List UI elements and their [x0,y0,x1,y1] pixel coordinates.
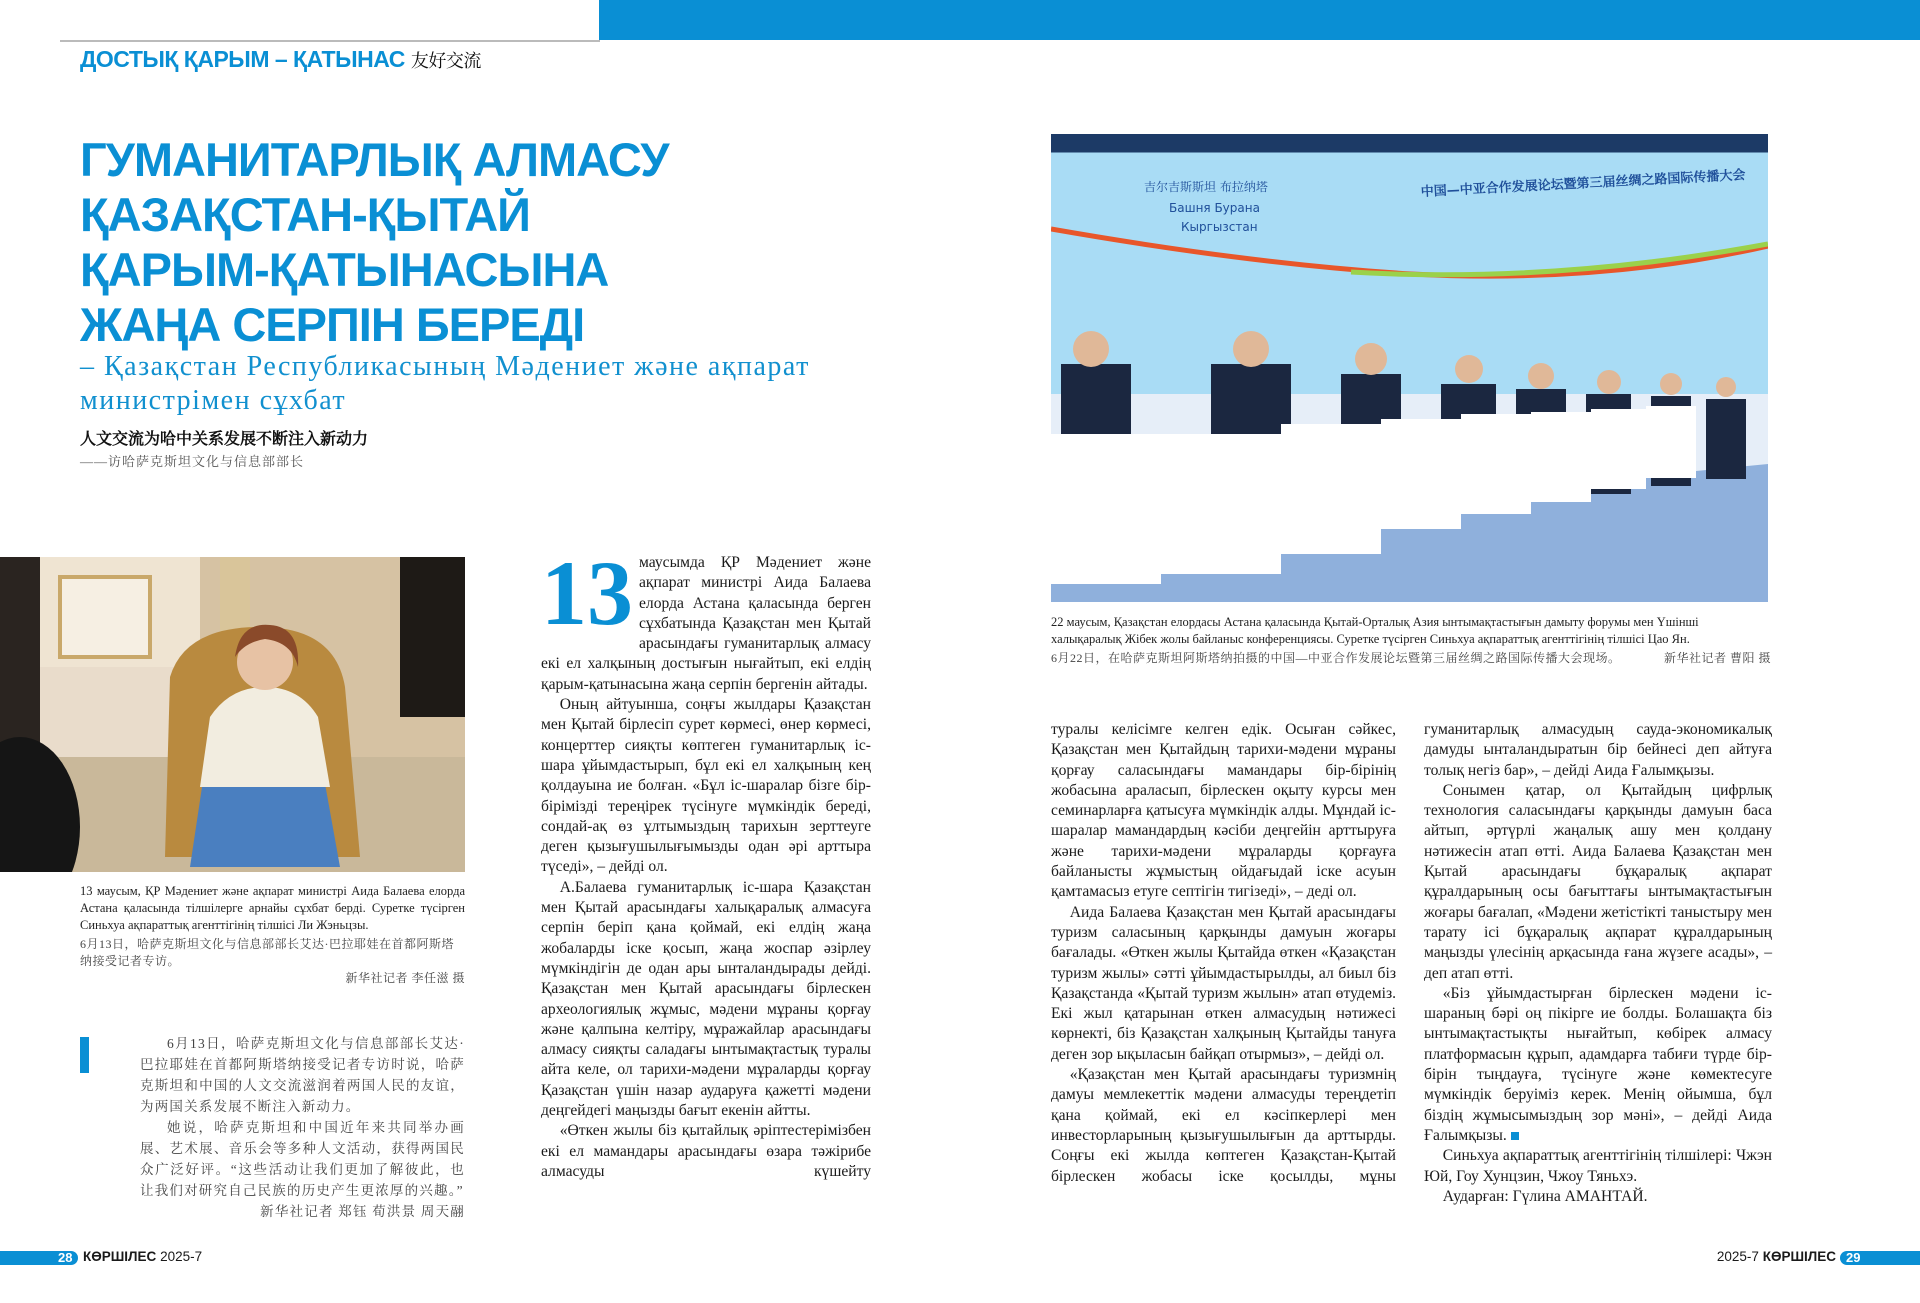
forum-photo [1051,134,1768,602]
page-number-left: 28 [58,1250,73,1265]
drop-cap: 13 [541,542,633,644]
article-credits: Синьхуа ақпараттық агенттігінің тілшілері: Чжэн Юй, Гоу Хунцзин, Чжоу Тяньхэ. [1424,1147,1772,1185]
photo1-caption-zh-text: 6月13日，哈萨克斯坦文化与信息部部长艾达·巴拉耶娃在首都阿斯塔纳接受记者专访。 [80,937,454,968]
article-column-3 [1424,720,1772,1207]
footer-right-label [1717,1249,1836,1264]
article-paragraph: «Қазақстан мен Қытай арасындағы туризмнің дамуы мемлекеттік мәдени алмасуды тереңдетіп қана қоймай, екі ел кәсіпкерлері мен инвесторларының қызығушылығын да арттырды. Соңғы екі жылда көптеген Қазақстан-Қытай бірлескен жобасы іске қосылды, мұны [1051,1066,1396,1185]
minister-photo [0,557,465,872]
article-paragraph: Сонымен қатар, ол Қытайдың цифрлық технология саласындағы қарқынды дамуын баса айтып, әртүрлі жаңалық ашу мен қолдану нәтижесін атап өтті. Аида Балаева Қазақстан мен Қытай арасындағы бұқаралық ақпарат құралдарының осы бағыттағы ынтымақтастығын жоғары бағалап, «Мәдени жетістікті таныстыру мен тарату ісі бұқаралық ақпарат құралдарының маңызды үлесінің арқасында ғана жүзеге асады», – деп атап өтті. [1424,781,1772,982]
minister-photo-illustration [0,557,465,872]
article-paragraph [1424,984,1772,1146]
banner-title-zh: 中国—中亚合作发展论坛暨第三届丝绸之路国际传播大会 [1420,168,1746,200]
photo2-caption-kk: 22 маусым, Қазақстан елордасы Астана қаласында Қытай-Орталық Азия ынтымақтастығын дамыту форумы мен Үшінші халықаралық Жібек жолы байланыс конференциясы. Суретке түсірген Синьхуа ақпараттық агенттігінің тілшісі Цао Ян. [1051,615,1699,646]
article-paragraph: Аида Балаева Қазақстан мен Қытай арасындағы туризм саласының қарқынды дамуын жоғары бағалады. «Өткен жылы Қытайда өткен «Қазақстан туризм жылы» сәтті ұйымдастырылды, ал биыл біз Қазақстанда «Қытай туризм жылын» атап өтудеміз. Екі жыл қатарынан өткен алмасудың нәтижесі көрнекті, біз Қазақстан халқының Қытайды тануға деген зор ықыласын байқап отырмыз», – дейді ол. [1051,903,1396,1063]
article-subtitle-zh: ——访哈萨克斯坦文化与信息部部长 [80,454,305,469]
article-paragraph: туралы келісімге келген едік. Осыған сәйкес, Қазақстан мен Қытайдың тарихи-мәдени мұраны қорғау саласындағы мамандары бір-бірінің жобасына араласып, бірлескен оқыту курсы мен семинарларға қатысуға мүмкіндік алды. Мұндай іс-шаралар мамандардың кәсіби деңгейін арттыруға және тарихи-мәдени мұраларды қорғауға байланысты жұмыстың ойдағыдай іске асуын қамтамасыз етуге септігін тигізеді», – деді ол. [1051,721,1396,901]
forum-photo-illustration [1051,134,1768,602]
title-line: ГУМАНИТАРЛЫҚ АЛМАСУ [80,133,669,186]
article-title-zh: 人文交流为哈中关系发展不断注入新动力 [80,429,369,448]
article-title [80,132,669,352]
section-title-kk: ДОСТЫҚ ҚАРЫМ – ҚАТЫНАС [80,46,405,72]
footer-left-label [83,1249,202,1264]
article-translator: Аударған: Гүлина АМАНТАЙ. [1442,1187,1648,1205]
photo2-credit: 新华社记者 曹阳 摄 [1663,651,1771,665]
photo1-caption-zh [80,936,465,987]
banner-left-ky: Кыргызстан [1181,220,1258,234]
article-paragraph: «Өткен жылы біз қытайлық әріптестерімізбен екі ел мамандары арасындағы өзара тәжірибе алмасуды күшейту [541,1122,871,1180]
summary-accent-bar [80,1037,89,1073]
page-number-right: 29 [1846,1250,1861,1265]
issue-number: 2025-7 [1716,1249,1759,1264]
banner-left-ru: Башня Бурана [1169,201,1260,215]
summary-paragraph: 她说，哈萨克斯坦和中国近年来共同举办画展、艺术展、音乐会等多种人文活动，获得两国民众广泛好评。“这些活动让我们更加了解彼此，也让我们对研究自己民族的历史产生更浓厚的兴趣。” [140,1120,465,1198]
photo2-caption-zh [1051,650,1771,667]
article-column-2 [1051,720,1396,1187]
magazine-name: КӨРШІЛЕС [1762,1249,1836,1264]
article-subtitle: – Қазақстан Республикасының Мәдениет және ақпарат министрімен сұхбат [80,351,810,416]
article-paragraph-text: «Біз ұйымдастырған бірлескен мәдени іс-шараның бәрі оң пікірге ие болды. Болашақта біз ынтымақтастықты нығайтып, көбірек алмасу платформасын құрып, адамдарға табиғи түрде бір-бірін тыңдауға, түсінуге және көмектесуге мүмкіндік беруіміз керек. Менің ойымша, бұл біздің жұмысымыздың зор мәні», – дейді Аида Ғалымқызы. [1424,984,1772,1144]
photo2-caption-zh-text: 6月22日，在哈萨克斯坦阿斯塔纳拍摄的中国—中亚合作发展论坛暨第三届丝绸之路国际传播大会现场。 [1051,651,1621,665]
photo1-caption-kk: 13 маусым, ҚР Мәдениет және ақпарат министрі Аида Балаева елорда Астана қаласында тілшілерге арнайы сұхбат берді. Суретке түсірген Синьхуа ақпараттық агенттігінің тілшісі Ли Жэньцзы. [80,884,465,932]
summary-authors: 新华社记者 郑钰 荀洪景 周天翮 [260,1204,465,1219]
article-column-1 [541,542,871,1182]
article-paragraph: А.Балаева гуманитарлық іс-шара Қазақстан мен Қытай арасындағы халықаралық алмасуға серпін беріп қана қоймай, екі елдің жаңа жобаларды іске қосып, жаңа жоспар әзірлеу мүмкіндігін де одан ары ынталандырады дейді. Қазақстан мен Қытай арасындағы бірлескен археологиялық жұмыс, мәдени мұраны қорғау және қалпына келтіру, мұражайлар арасындағы алмасу сияқты саладағы ынтымақтастық туралы айта келе, ол тарихи-мәдени мұраларды қорғау Қазақстан үшін назар аударуға қажетті мәдени деңгейдегі маңызды бағыт екенін айтты. [541,878,871,1120]
top-accent-bar [599,0,1920,40]
section-header [80,46,481,73]
title-line: ҚАЗАҚСТАН-ҚЫТАЙ [80,188,530,241]
article-paragraph: Оның айтуынша, соңғы жылдары Қазақстан мен Қытай бірлесіп сурет көрмесі, өнер көрмесі, концерттер сияқты көптеген гуманитарлық іс-шара ұйымдастырып, бұл екі ел халқының кең қолдауына ие болған. «Бұл іс-шаралар бізге бір-бірімізді тереңірек түсінуге мүмкіндік береді, сондай-ақ өз ұлтымыздың тарихын зерттеуге деген қызығушылығымызды одан әрі арттыра түседі», – дейді ол. [541,696,871,876]
article-paragraph: гуманитарлық алмасудың сауда-экономикалық дамуды ынталандыратын бір бейнесі деп айтуға толық негіз бар», – дейді Аида Ғалымқызы. [1424,721,1772,779]
magazine-name: КӨРШІЛЕС [83,1249,157,1264]
title-line: ЖАҢА СЕРПІН БЕРЕДІ [80,298,585,351]
title-line: ҚАРЫМ-ҚАТЫНАСЫНА [80,243,609,296]
summary-paragraph: 6月13日，哈萨克斯坦文化与信息部部长艾达·巴拉耶娃在首都阿斯塔纳接受记者专访时说，哈萨克斯坦和中国的人文交流滋润着两国人民的友谊，为两国关系发展不断注入新动力。 [140,1036,465,1114]
banner-left-zh: 吉尔吉斯斯坦 布拉纳塔 [1144,180,1268,194]
top-rule [60,40,600,42]
chinese-summary [140,1033,465,1222]
end-mark-icon [1511,1132,1519,1140]
section-title-zh: 友好交流 [410,51,481,71]
article-paragraph: маусымда ҚР Мәдениет және ақпарат министрі Аида Балаева елорда Астана қаласында берген сұхбатында Қазақстан мен Қытай арасындағы гуманитарлық алмасу екі ел халқының достығын нығайтып, екі елдің қарым-қатынасына жаңа серпін бергенін айтады. [541,554,871,693]
issue-number: 2025-7 [160,1249,203,1264]
photo1-credit: 新华社记者 李任滋 摄 [345,971,465,985]
